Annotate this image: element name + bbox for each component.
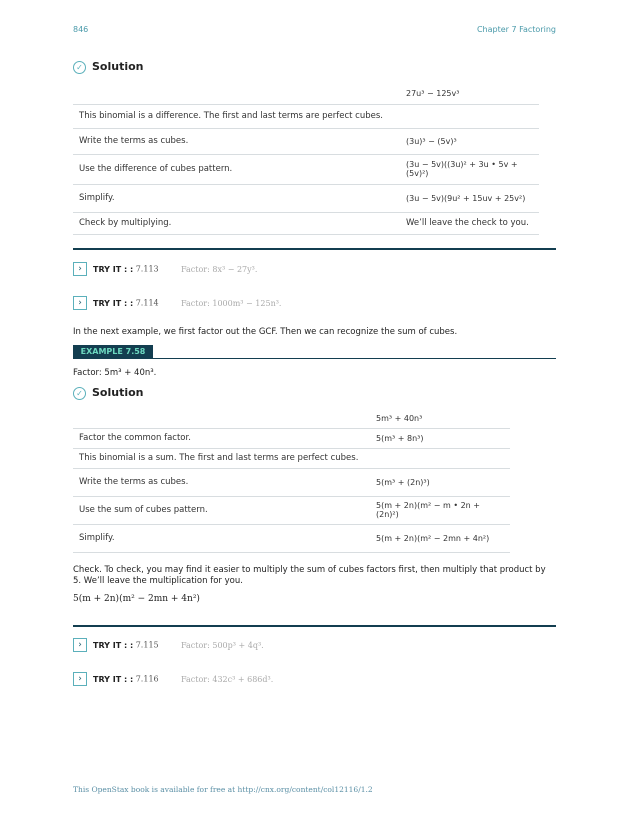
step-math: (3u − 5v)((3u)² + 3u • 5v + (5v)²) xyxy=(400,154,539,184)
example-problem: Factor: 5m³ + 40n³. xyxy=(73,368,157,378)
try-it-problem: Factor: 500p³ + 4q³. xyxy=(181,641,264,650)
chapter-title: Chapter 7 Factoring xyxy=(476,25,556,34)
check-circle-icon: ✓ xyxy=(73,61,86,74)
final-answer: 5(m + 2n)(m² − 2mn + 4n²) xyxy=(73,594,200,604)
step-text: Simplify. xyxy=(73,524,370,552)
step-math: 5(m + 2n)(m² − m • 2n + (2n)²) xyxy=(370,496,510,524)
step-math: 5(m³ + 8n³) xyxy=(370,428,510,448)
step-text: This binomial is a difference. The first and last terms are perfect cubes. xyxy=(73,104,400,128)
step-math: 5(m³ + (2n)³) xyxy=(370,468,510,496)
expression: 5m³ + 40n³ xyxy=(370,410,510,428)
try-it-problem: Factor: 432c³ + 686d³. xyxy=(181,675,274,684)
try-it-problem: Factor: 8x³ − 27y³. xyxy=(181,265,258,274)
step-text: This binomial is a sum. The first and last terms are perfect cubes. xyxy=(73,448,370,468)
step-text: Use the difference of cubes pattern. xyxy=(73,154,400,184)
expand-chevron-icon[interactable]: › xyxy=(73,638,87,652)
page-number: 846 xyxy=(73,25,89,34)
step-text: Check by multiplying. xyxy=(73,212,400,234)
step-math: (3u − 5v)(9u² + 15uv + 25v²) xyxy=(400,184,539,212)
try-it-7-114: › TRY IT : : 7.114 Factor: 1000m³ − 125n³. xyxy=(73,296,159,310)
try-it-problem: Factor: 1000m³ − 125n³. xyxy=(181,299,282,308)
intro-text: In the next example, we first factor out the GCF. Then we can recognize the sum of cubes. xyxy=(73,327,458,337)
step-text: Factor the common factor. xyxy=(73,428,370,448)
try-it-7-113: › TRY IT : : 7.113 Factor: 8x³ − 27y³. xyxy=(73,262,159,276)
example-label: EXAMPLE 7.58 xyxy=(73,345,153,359)
check-text: Check. To check, you may find it easier to multiply the sum of cubes factors first, then multiply that product by 5. We’ll leave the multiplication for you. xyxy=(73,565,546,586)
footer-text: This OpenStax book is available for free at http://cnx.org/content/col12116/1.2 xyxy=(73,785,373,794)
expression: 27u³ − 125v³ xyxy=(400,84,539,104)
divider xyxy=(73,248,556,250)
step-math: 5(m + 2n)(m² − 2mn + 4n²) xyxy=(370,524,510,552)
try-it-7-116: › TRY IT : : 7.116 Factor: 432c³ + 686d³. xyxy=(73,672,159,686)
step-text: Simplify. xyxy=(73,184,400,212)
step-text: Write the terms as cubes. xyxy=(73,128,400,154)
step-text: Use the sum of cubes pattern. xyxy=(73,496,370,524)
expand-chevron-icon[interactable]: › xyxy=(73,262,87,276)
example-rule xyxy=(73,358,556,359)
check-circle-icon: ✓ xyxy=(73,387,86,400)
try-it-7-115: › TRY IT : : 7.115 Factor: 500p³ + 4q³. xyxy=(73,638,159,652)
divider xyxy=(73,625,556,627)
solution-heading: ✓ Solution xyxy=(73,386,144,400)
step-math: (3u)³ − (5v)³ xyxy=(400,128,539,154)
step-text: Write the terms as cubes. xyxy=(73,468,370,496)
solution-heading: ✓ Solution xyxy=(73,60,144,74)
solution-table-2 xyxy=(73,410,510,553)
step-math: We’ll leave the check to you. xyxy=(400,212,539,234)
expand-chevron-icon[interactable]: › xyxy=(73,296,87,310)
expand-chevron-icon[interactable]: › xyxy=(73,672,87,686)
solution-table-1 xyxy=(73,84,539,235)
